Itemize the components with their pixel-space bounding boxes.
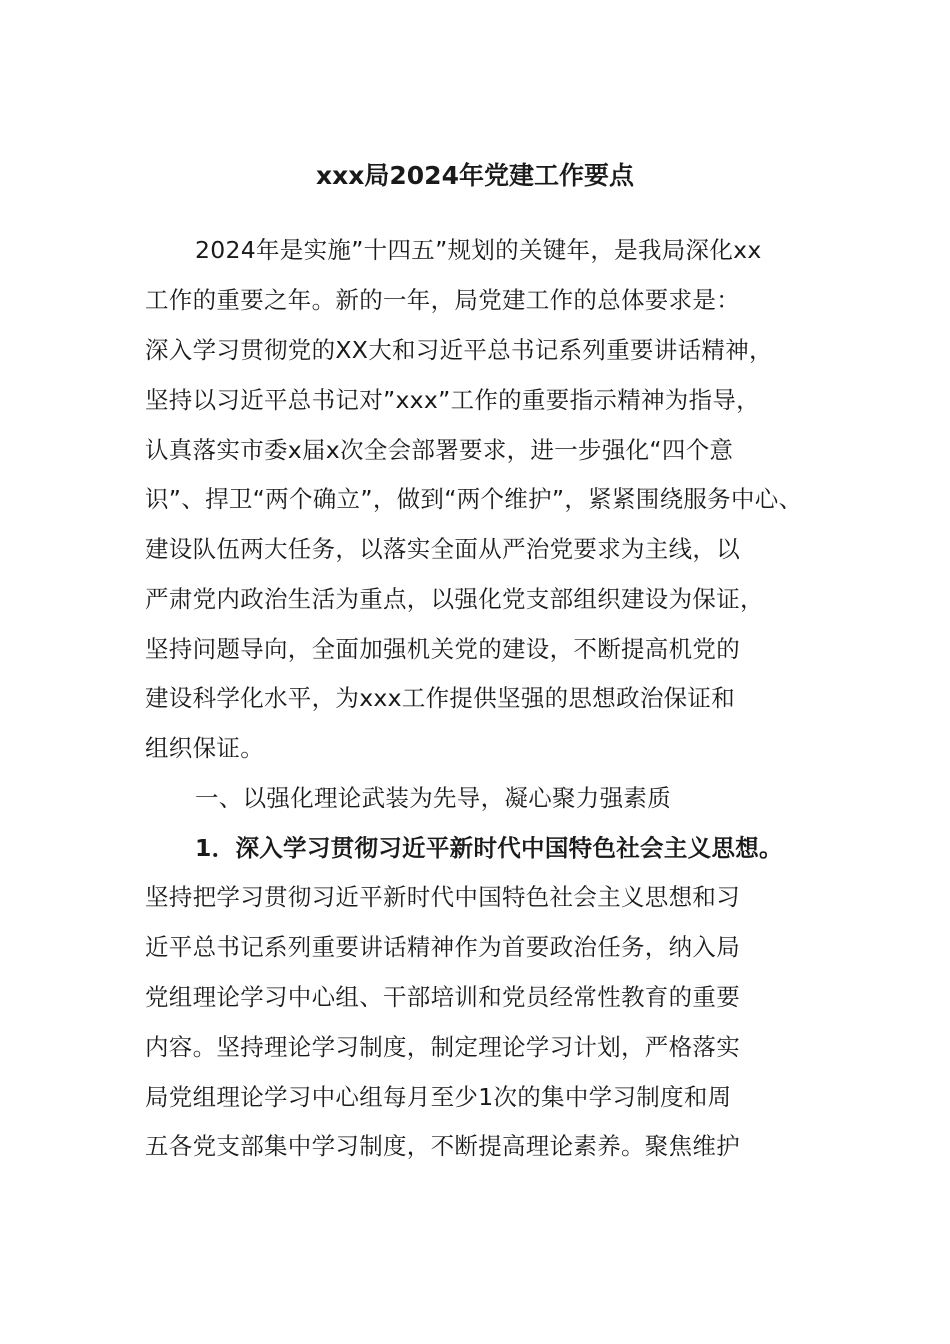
paragraph-line: 严肃党内政治生活为重点，以强化党支部组织建设为保证， bbox=[145, 585, 764, 613]
paragraph-line: 坚持把学习贯彻习近平新时代中国特色社会主义思想和习 bbox=[145, 883, 740, 911]
document-title: xxx局2024年党建工作要点 bbox=[316, 161, 634, 190]
paragraph-line: 组织保证。 bbox=[145, 734, 264, 762]
paragraph-line: 建设科学化水平，为xxx工作提供坚强的思想政治保证和 bbox=[145, 684, 736, 712]
subsection-heading: 1．深入学习贯彻习近平新时代中国特色社会主义思想。 bbox=[195, 834, 783, 862]
paragraph-line: 坚持问题导向，全面加强机关党的建设，不断提高机党的 bbox=[145, 635, 740, 663]
paragraph-line: 工作的重要之年。新的一年，局党建工作的总体要求是： bbox=[145, 286, 740, 314]
paragraph-line: 局党组理论学习中心组每月至少1次的集中学习制度和周 bbox=[145, 1083, 732, 1111]
paragraph-line: 党组理论学习中心组、干部培训和党员经常性教育的重要 bbox=[145, 983, 740, 1011]
paragraph-line: 认真落实市委x届x次全会部署要求，进一步强化“四个意 bbox=[145, 436, 734, 464]
paragraph-line: 近平总书记系列重要讲话精神作为首要政治任务，纳入局 bbox=[145, 933, 740, 961]
paragraph-line: 2024年是实施”十四五”规划的关键年，是我局深化xx bbox=[195, 236, 762, 264]
paragraph-line: 坚持以习近平总书记对”xxx”工作的重要指示精神为指导， bbox=[145, 386, 760, 414]
section-heading: 一、以强化理论武装为先导，凝心聚力强素质 bbox=[195, 784, 671, 812]
paragraph-line: 识”、捍卫“两个确立”，做到“两个维护”，紧紧围绕服务中心、 bbox=[145, 485, 803, 513]
paragraph-line: 深入学习贯彻党的XX大和习近平总书记系列重要讲话精神， bbox=[145, 336, 773, 364]
paragraph-line: 五各党支部集中学习制度，不断提高理论素养。聚焦维护 bbox=[145, 1132, 740, 1160]
paragraph-line: 内容。坚持理论学习制度，制定理论学习计划，严格落实 bbox=[145, 1033, 740, 1061]
paragraph-line: 建设队伍两大任务，以落实全面从严治党要求为主线，以 bbox=[145, 535, 740, 563]
